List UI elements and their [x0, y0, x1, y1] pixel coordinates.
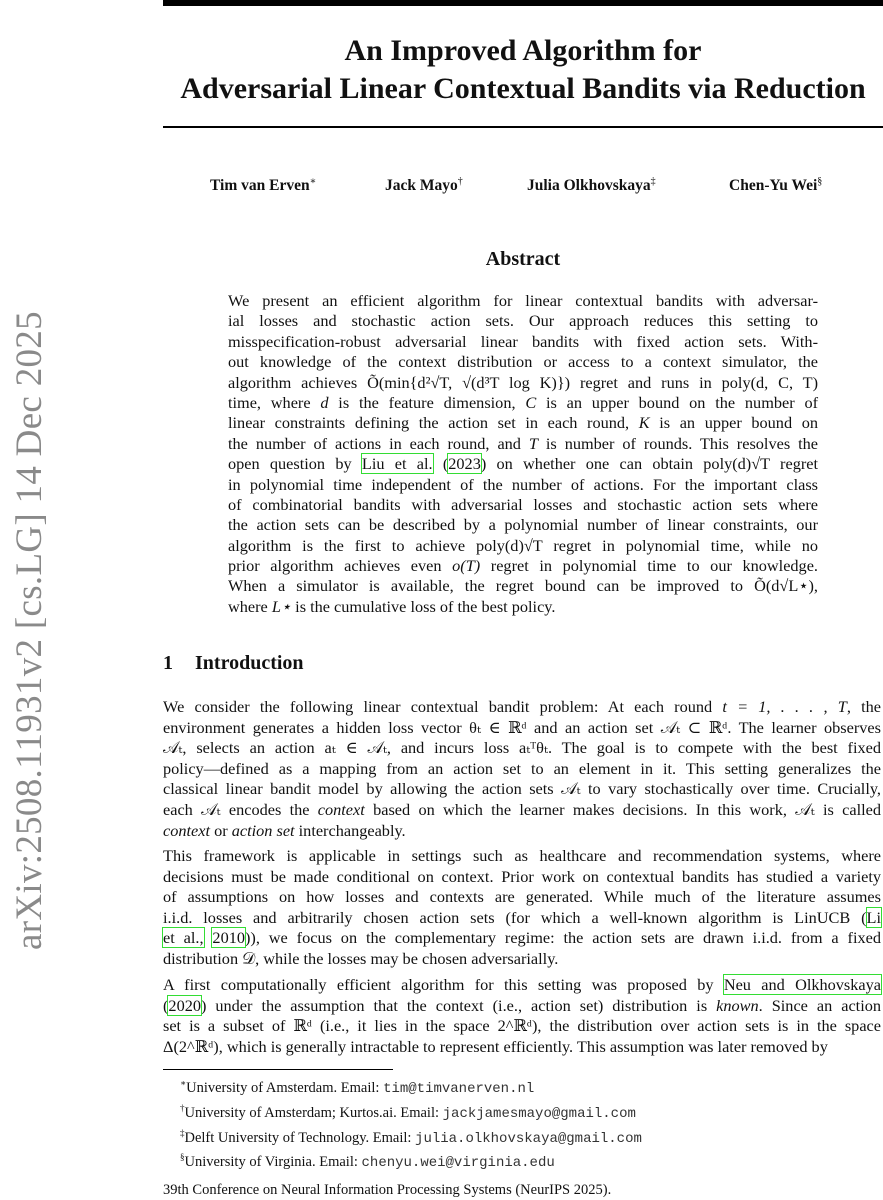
author — [527, 176, 656, 195]
text-span: This framework is applicable in settings such as healthcare and recommendation systems, where — [163, 846, 881, 865]
email-link[interactable]: tim@timvanerven.nl — [383, 1080, 535, 1097]
text-line — [163, 821, 881, 842]
conference-footer: 39th Conference on Neural Information Processing Systems (NeurIPS 2025). — [163, 1182, 612, 1198]
text-line — [228, 373, 818, 393]
text-span: ) under the assumption that the context (i.e., action set) distribution is — [200, 995, 717, 1015]
text-span: Δ(2^ℝᵈ), which is generally intractable to represent efficiently. This assumption was later removed by — [163, 1036, 828, 1056]
text-span: d — [320, 392, 329, 412]
citation-link[interactable]: Liu et al. — [361, 454, 433, 474]
text-line — [228, 495, 818, 515]
footnote-text: University of Amsterdam; Kurtos.ai. Email: — [184, 1104, 443, 1121]
text-span: is number of rounds. This resolves the — [537, 433, 818, 453]
text-line — [228, 434, 818, 454]
text-span: is an upper bound on the number of — [536, 392, 819, 412]
text-span: each 𝒜ₜ encodes the — [163, 799, 318, 819]
text-span: interchangeably. — [294, 820, 406, 840]
footnote — [180, 1074, 642, 1099]
text-span: K — [638, 413, 650, 433]
text-line — [228, 311, 818, 331]
text-line — [228, 576, 818, 596]
paragraph — [163, 975, 881, 1057]
text-line — [228, 515, 818, 535]
footnote-text: University of Virginia. Email: — [184, 1154, 362, 1171]
text-line — [163, 800, 881, 821]
footnote-text: Delft University of Technology. Email: — [184, 1129, 416, 1146]
section-title: Introduction — [195, 652, 304, 674]
text-line — [228, 556, 818, 576]
text-line — [228, 413, 818, 433]
text-line — [228, 393, 818, 413]
text-span: ( — [432, 454, 449, 474]
email-link[interactable]: julia.olkhovskaya@gmail.com — [415, 1130, 642, 1147]
text-span: in polynomial time independent of the number of actions. For the important class — [228, 474, 818, 494]
text-span: ial losses and stochastic action sets. Our approach reduces this setting to — [228, 311, 818, 331]
text-line — [228, 291, 818, 311]
author-name: Tim van Erven — [210, 177, 310, 195]
footnote-mark[interactable]: § — [817, 176, 823, 187]
text-span: the action sets can be described by a polynomial number of linear constraints, our — [228, 515, 818, 535]
text-span: regret in polynomial time to our knowledge. — [480, 556, 818, 576]
footnote-mark: ‡ — [180, 1127, 185, 1138]
text-line — [228, 536, 818, 556]
text-span: is the feature dimension, — [328, 392, 526, 412]
text-span: algorithm achieves Õ(min{d²√T, √(d³T log K)}) regret and runs in poly(d, C, T) — [228, 372, 818, 392]
text-span: set is a subset of ℝᵈ (i.e., it lies in the space 2^ℝᵈ), the distribution over action sets is in the space — [163, 1016, 881, 1036]
section-heading — [163, 652, 304, 675]
text-span: is the cumulative loss of the best policy. — [291, 596, 556, 616]
title-line: An Improved Algorithm for — [344, 34, 702, 67]
paragraph — [163, 846, 881, 970]
text-line — [163, 908, 881, 929]
text-span: o(T) — [452, 556, 481, 576]
text-span: i.i.d. losses and arbitrarily chosen action sets (for which a well-known algorithm is LinUCB ( — [163, 907, 867, 927]
footnote-mark: ∗ — [180, 1078, 187, 1088]
text-span: of combinatorial bandits with adversarial losses and stochastic action sets where — [228, 494, 818, 514]
text-line — [163, 949, 881, 970]
text-span: t = 1, . . . , T — [722, 697, 847, 716]
citation-link[interactable]: 2020 — [168, 995, 201, 1015]
author — [385, 176, 463, 195]
author-name: Jack Mayo — [385, 177, 458, 195]
author — [210, 176, 316, 195]
text-span: classical linear bandit model by allowing the action sets 𝒜ₜ to vary stochastically over time. Crucially, — [163, 779, 881, 799]
text-span: is an upper bound on — [649, 413, 818, 433]
text-span: ) on whether one can obtain poly(d)√T regret — [480, 454, 819, 474]
text-span: C — [525, 392, 537, 412]
footnote-mark[interactable]: ∗ — [309, 176, 317, 187]
text-span: A first computationally efficient algorithm for this setting was proposed by — [163, 975, 724, 994]
text-span: prior algorithm achieves even — [228, 556, 453, 576]
text-span: time, where — [228, 392, 321, 412]
footnote — [180, 1099, 642, 1124]
text-span: L⋆ — [271, 596, 292, 616]
text-line — [228, 454, 818, 474]
section-number: 1 — [163, 652, 173, 674]
text-line — [163, 759, 881, 780]
text-line — [228, 352, 818, 372]
title-rule — [163, 126, 883, 128]
text-span: policy—defined as a mapping from an action set to an element in it. This setting generalizes the — [163, 758, 881, 778]
paper-title — [163, 32, 883, 108]
text-span: Since an action — [762, 995, 882, 1015]
author-name: Chen-Yu Wei — [729, 177, 818, 195]
text-span: linear constraints defining the action set in each round, — [228, 413, 639, 433]
text-span: distribution 𝒟, while the losses may be chosen adversarially. — [163, 948, 559, 968]
arxiv-stamp: arXiv:2508.11931v2 [cs.LG] 14 Dec 2025 — [9, 311, 50, 950]
citation-link[interactable]: 2023 — [448, 454, 481, 474]
footnote-rule — [163, 1069, 393, 1070]
text-span: based on which the learner makes decisions. In this work, 𝒜ₜ is called — [364, 799, 881, 819]
text-line — [228, 475, 818, 495]
text-span: We consider the following linear contextual bandit problem: At each round — [163, 697, 723, 716]
text-span: decisions must be made conditional on context. Prior work on contextual bandits has studied a variety — [163, 866, 881, 886]
text-span: environment generates a hidden loss vector θₜ ∈ ℝᵈ and an action set 𝒜ₜ ⊂ ℝᵈ. The learner observes — [163, 717, 881, 737]
footnote — [180, 1148, 642, 1173]
text-span: the number of actions in each round, and — [228, 433, 529, 453]
text-span: context — [317, 799, 365, 819]
text-line — [163, 867, 881, 888]
text-span: . — [758, 995, 763, 1015]
top-rule — [163, 0, 883, 6]
text-span: We present an efficient algorithm for linear contextual bandits with adversar- — [228, 291, 818, 310]
text-span: action set — [231, 820, 295, 840]
text-span: )), we focus on the complementary regime: the action sets are drawn i.i.d. from a fixed — [244, 928, 881, 948]
text-span: or — [210, 820, 232, 840]
text-line — [163, 846, 881, 867]
text-line — [163, 779, 881, 800]
text-span: where — [228, 596, 272, 616]
text-span: misspecification-robust adversarial linear bandits with fixed action sets. With- — [228, 331, 818, 351]
citation-link[interactable]: et al., — [163, 928, 204, 948]
footnote — [180, 1124, 642, 1149]
text-span: of assumptions on how losses and contexts are generated. While much of the literature assumes — [163, 887, 881, 907]
text-line — [163, 887, 881, 908]
text-span: context — [163, 820, 211, 840]
citation-link[interactable]: 2010 — [212, 928, 245, 948]
text-line — [163, 697, 881, 718]
paragraph — [163, 697, 881, 841]
footnote-text: University of Amsterdam. Email: — [186, 1079, 384, 1096]
text-line — [163, 738, 881, 759]
text-span: T — [528, 433, 538, 453]
text-span: , the — [846, 697, 881, 716]
abstract-body — [228, 291, 818, 617]
text-line — [228, 597, 818, 617]
footnote-mark[interactable]: † — [457, 176, 463, 187]
text-line — [163, 996, 881, 1017]
text-span: open question by — [228, 454, 362, 474]
text-line — [163, 1037, 881, 1058]
text-span: out knowledge of the context distribution or access to a context simulator, the — [228, 352, 818, 372]
text-span: When a simulator is available, the regret bound can be improved to Õ(d√L⋆), — [228, 576, 818, 596]
title-line: Adversarial Linear Contextual Bandits via Reduction — [180, 72, 866, 105]
text-line — [163, 1016, 881, 1037]
email-link[interactable]: chenyu.wei@virginia.edu — [361, 1155, 555, 1172]
footnote-mark[interactable]: ‡ — [650, 176, 656, 187]
footnotes — [180, 1074, 642, 1173]
text-span: known — [716, 995, 759, 1015]
citation-link[interactable]: Li — [866, 907, 881, 927]
author — [729, 176, 822, 195]
email-link[interactable]: jackjamesmayo@gmail.com — [442, 1105, 636, 1122]
footnote-mark: § — [180, 1152, 185, 1163]
text-line — [163, 975, 881, 996]
text-span: 𝒜ₜ, selects an action aₜ ∈ 𝒜ₜ, and incurs loss aₜᵀθₜ. The goal is to compete with the best fixed — [163, 738, 881, 758]
author-name: Julia Olkhovskaya — [527, 177, 651, 195]
text-line — [228, 332, 818, 352]
text-line — [163, 718, 881, 739]
text-span: algorithm is the first to achieve poly(d)√T regret in polynomial time, while no — [228, 535, 818, 555]
text-span: ( — [163, 995, 169, 1015]
abstract-heading: Abstract — [485, 248, 561, 270]
text-line — [163, 928, 881, 949]
citation-link[interactable]: Neu and Olkhovskaya — [723, 975, 882, 994]
footnote-mark: † — [180, 1102, 185, 1113]
